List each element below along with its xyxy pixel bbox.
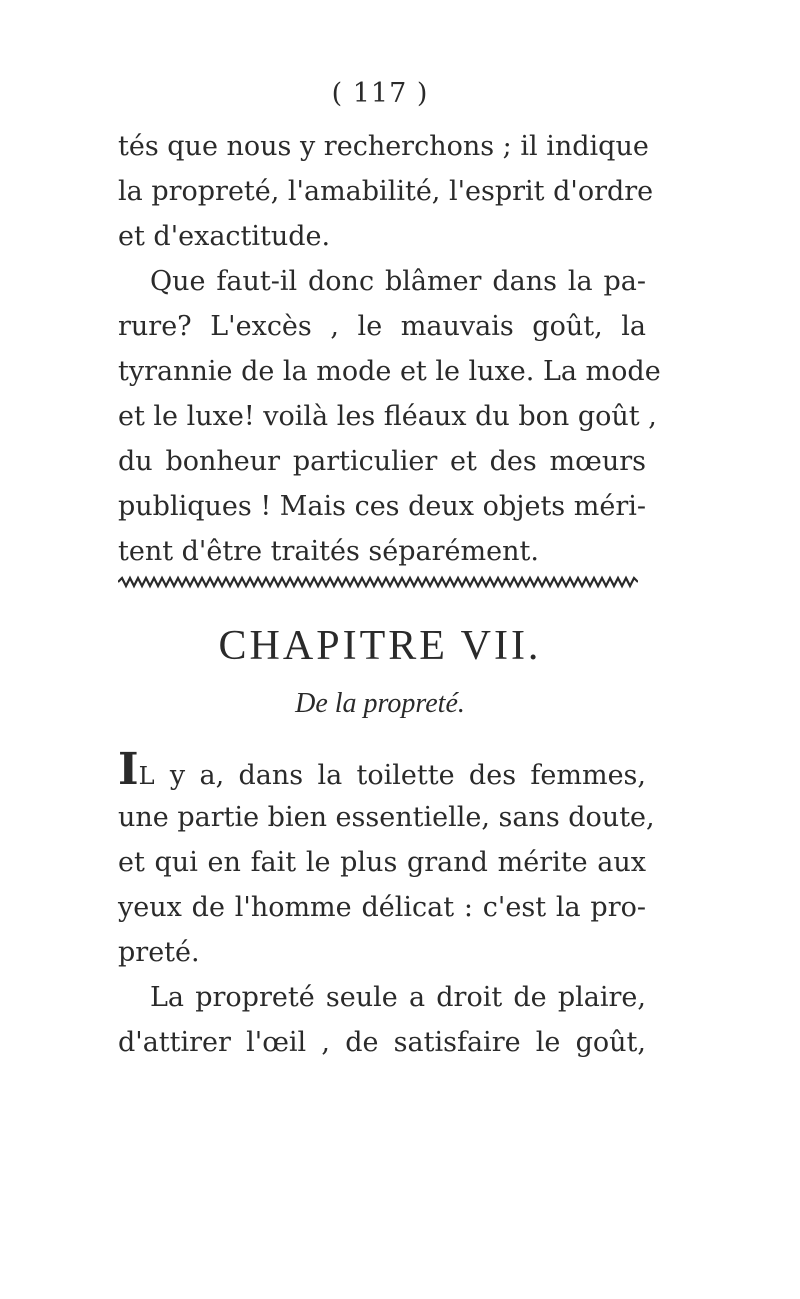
chapter-subtitle: De la propreté. [295, 688, 465, 719]
text-line: la propreté, l'amabilité, l'esprit d'ordre [118, 176, 654, 207]
text-line: rure? L'excès , le mauvais goût, la [118, 311, 646, 342]
text-line: tés que nous y recherchons ; il indique [118, 131, 649, 162]
text-line: et d'exactitude. [118, 221, 331, 252]
text-line: du bonheur particulier et des mœurs [118, 446, 646, 477]
text-line: et le luxe! voilà les fléaux du bon goût , [118, 401, 657, 432]
text-line: d'attirer l'œil , de satisfaire le goût, [118, 1027, 646, 1058]
small-cap: L [138, 762, 156, 790]
text-line: tyrannie de la mode et le luxe. La mode [118, 356, 661, 387]
text-line-first [118, 744, 646, 795]
first-line-text: y a, dans la toilette des femmes, [155, 760, 646, 791]
text-block-top [118, 124, 661, 574]
text-line: publiques ! Mais ces deux objets méri- [118, 491, 646, 522]
text-line: une partie bien essentielle, sans doute, [118, 802, 655, 833]
chapter-title: CHAPITRE VII. [218, 623, 542, 669]
text-line: et qui en fait le plus grand mérite aux [118, 847, 646, 878]
text-line: preté. [118, 937, 200, 968]
page-number: ( 117 ) [331, 78, 429, 109]
text-line: La propreté seule a droit de plaire, [150, 982, 646, 1013]
ornamental-rule [118, 572, 638, 592]
text-line: tent d'être traités séparément. [118, 536, 539, 567]
text-block-bottom [118, 744, 655, 1065]
text-line: Que faut-il donc blâmer dans la pa- [150, 266, 646, 297]
text-line: yeux de l'homme délicat : c'est la pro- [118, 892, 646, 923]
drop-cap: I [118, 744, 139, 795]
